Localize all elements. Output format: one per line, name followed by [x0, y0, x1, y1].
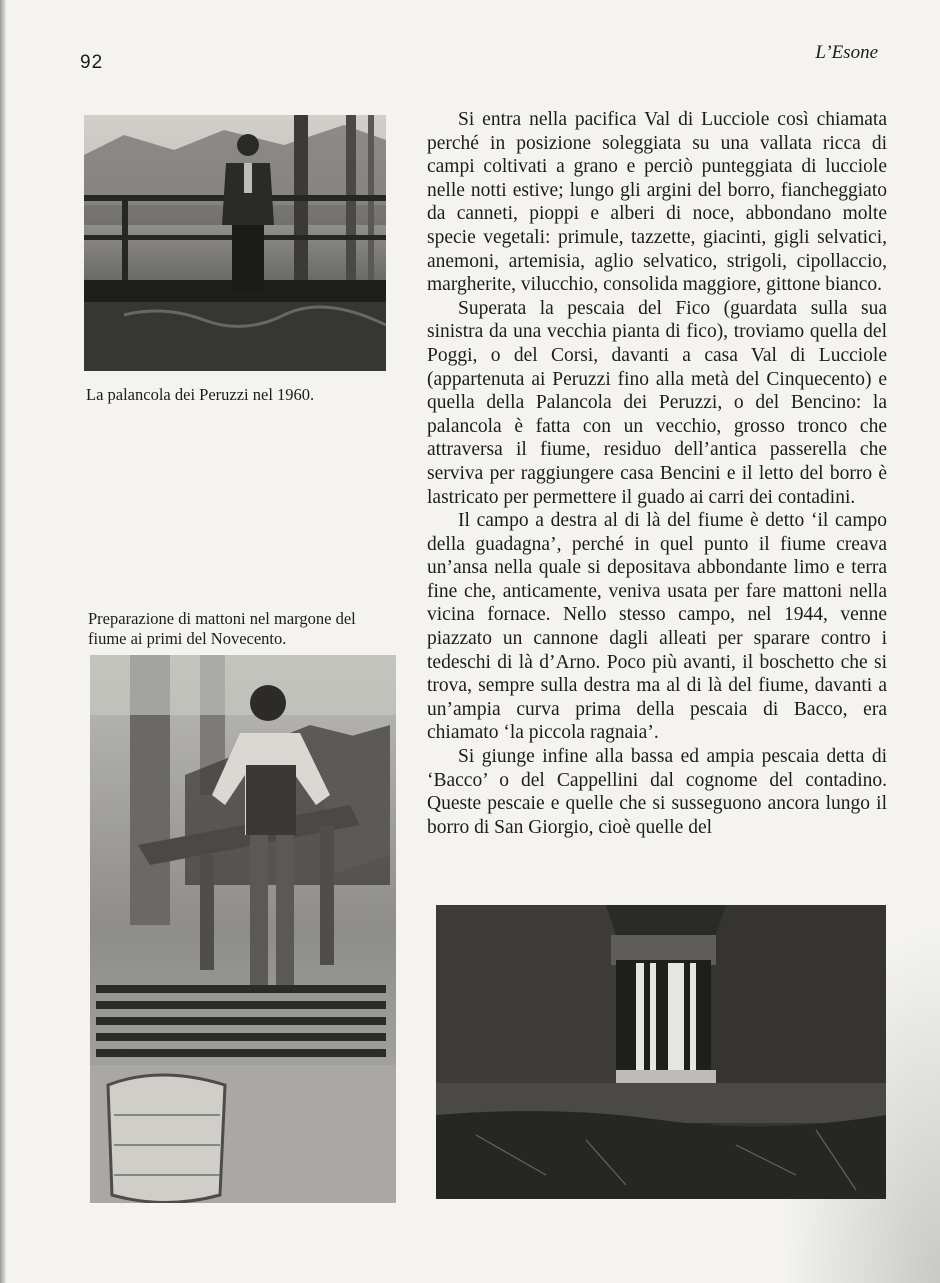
body-paragraph: Si entra nella pacifica Val di Lucciole così chiamata perché in posizione soleggiata su una vallata ricca di campi coltivati a grano e perciò punteggiata di lucciole nelle notti estive; lungo gli argini del borro, fiancheggiato da canneti, pioppi e alberi di noce, abbondano molte specie vegetali: primule, tazzette, giacinti, gigli selvatici, anemoni, artemisia, aglio selvatico, strigoli, cipollaccio, margherite, vilucchio, consolida maggiore, gittone bianco.: [427, 109, 887, 296]
body-text: [427, 108, 887, 839]
body-paragraph: Il campo a destra al di là del fiume è detto ‘il campo della guadagna’, perché in quel punto il fiume creava un’ansa nella quale si depositava abbondante limo e terra fine che, anticamente, veniva usata per fare mattoni nella vicina fornace. Nello stesso campo, nel 1944, venne piazzato un cannone dagli alleati per sparare contro i tedeschi di là d’Arno. Poco più avanti, il boschetto che si trova, sempre sulla destra ma al di là del fiume, davanti a un’ampia curva prima della pescaia di Bacco, era chiamato ‘la piccola ragnaia’.: [427, 510, 887, 744]
body-paragraph: Superata la pescaia del Fico (guardata sulla sua sinistra da una vecchia pianta di fico), troviamo quella del Poggi, o del Corsi, davanti a casa Val di Lucciole (appartenuta ai Peruzzi fino alla metà del Cinquecento) e quella della Palancola dei Peruzzi, o del Bencino: la palancola è fatta con un vecchio, grosso tronco che attraversa il fiume, residuo dell’antica passerella che serviva per raggiungere casa Bencini e il letto del borro è lastricato per permettere il guado ai carri dei contadini.: [427, 297, 887, 508]
photo-pescaia: [436, 905, 886, 1199]
photo-palancola-image: [84, 115, 386, 371]
photo-palancola-caption: La palancola dei Peruzzi nel 1960.: [86, 385, 315, 404]
photo-pescaia-image: [436, 905, 886, 1199]
photo-mattoni-caption: Preparazione di mattoni nel margone del fiume ai primi del Novecento.: [88, 609, 356, 648]
photo-palancola: [84, 115, 386, 371]
body-paragraph: Si giunge infine alla bassa ed ampia pescaia detta di ‘Bacco’ o del Cappellini dal cognome del contadino. Queste pescaie e quelle che si susseguono ancora lungo il borro di San Giorgio, cioè quelle del: [427, 746, 887, 838]
photo-mattoni: [90, 655, 396, 1203]
photo-mattoni-image: [90, 655, 396, 1203]
page-binding-edge: [0, 0, 6, 1283]
running-title: L’Esone: [815, 42, 878, 63]
page-number: 92: [80, 52, 104, 73]
